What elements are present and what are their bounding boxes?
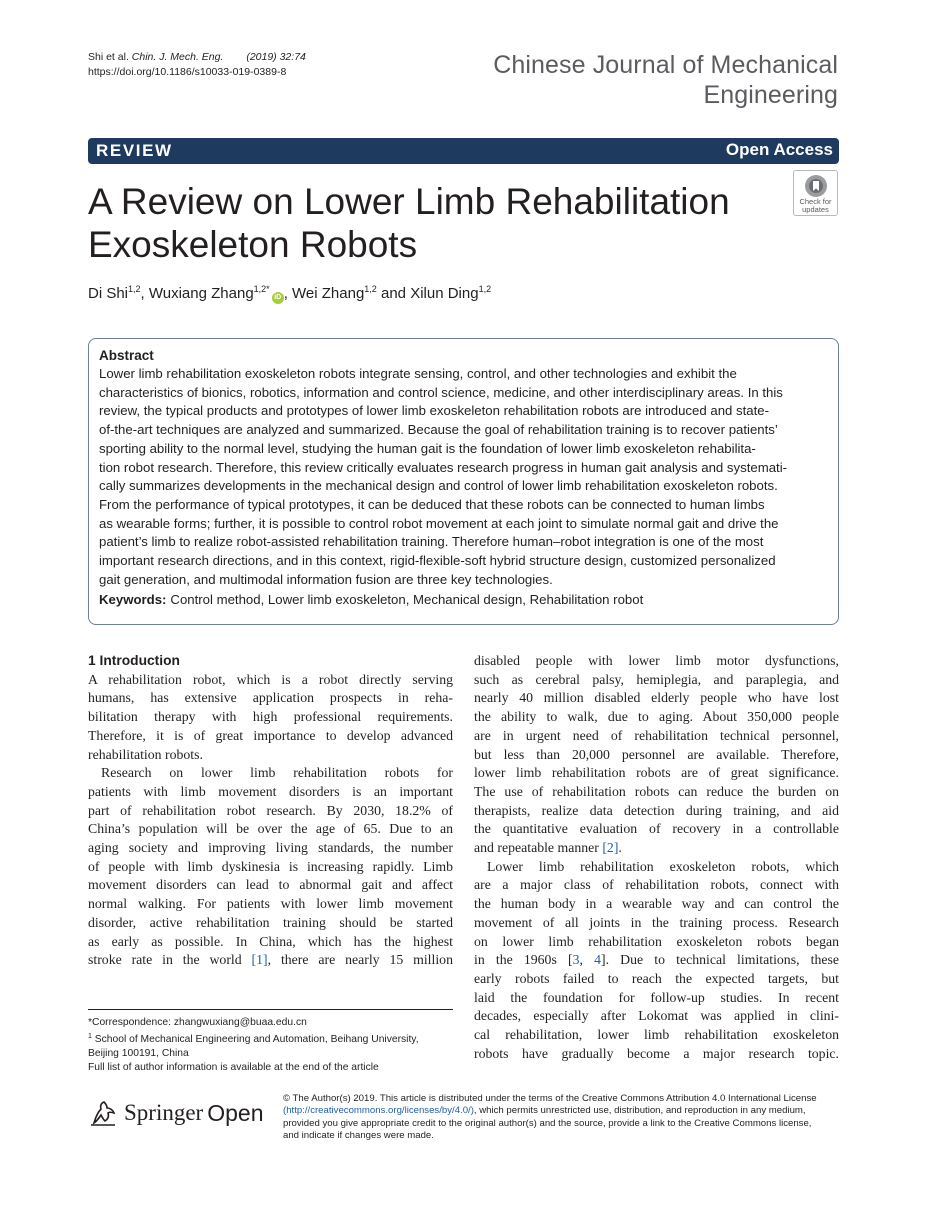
body-line: part of rehabilitation robot research. By 2030, 18.2% of — [88, 802, 453, 818]
body-line: but less than 20,000 personnel are available. Therefore, — [474, 746, 839, 762]
author-info-note: Full list of author information is available at the end of the article — [88, 1062, 379, 1073]
body-line: China’s population will be over the age of 65. Due to an — [88, 821, 453, 837]
body-line: Research on lower limb rehabilitation robots for — [101, 765, 453, 781]
author-affiliation: 1,2 — [364, 284, 377, 294]
body-line — [88, 951, 453, 970]
body-text: , there are nearly 15 million — [267, 952, 453, 968]
body-line: lower limb rehabilitation robots are of great significance. — [474, 765, 839, 781]
doi-link[interactable]: https://doi.org/10.1186/s10033-019-0389-8 — [88, 66, 287, 78]
license-link[interactable]: (http://creativecommons.org/licenses/by/4.0/) — [283, 1105, 474, 1117]
body-line: early robots failed to reach the expected targets, but — [474, 970, 839, 986]
citation-line — [88, 50, 306, 65]
affiliation-line-2: Beijing 100191, China — [88, 1048, 189, 1059]
body-line: Lower limb rehabilitation exoskeleton robots, which — [487, 858, 839, 874]
title-line-2: Exoskeleton Robots — [88, 224, 418, 265]
keywords — [99, 590, 828, 609]
body-line: on lower limb rehabilitation exoskeleton robots began — [474, 933, 839, 949]
body-column-left — [88, 652, 453, 970]
publisher-logo[interactable] — [88, 1096, 263, 1130]
journal-name — [493, 50, 838, 110]
abstract-line: From the performance of typical prototypes, it can be deduced that these robots can be connected to human limbs — [99, 496, 765, 512]
abstract-line: as wearable forms; further, it is possible to control robot movement at each joint to simulate normal gait and drive the — [99, 515, 779, 531]
abstract-line: of-the-art techniques are analyzed and summarized. Because the goal of rehabilitation training is to recover patients’ — [99, 422, 778, 438]
body-line: movement of all joints in the training process. Research — [474, 914, 839, 930]
body-line: of people with limb dyskinesia is increasing rapidly. Limb — [88, 858, 453, 874]
abstract-box — [88, 338, 839, 625]
keywords-list: Control method, Lower limb exoskeleton, Mechanical design, Rehabilitation robot — [170, 592, 644, 608]
title-line-1: A Review on Lower Limb Rehabilitation — [88, 181, 730, 222]
body-line: are in urgent need of rehabilitation technical personnel, — [474, 727, 839, 743]
affiliation-mark: 1 — [88, 1033, 92, 1040]
body-line: Therefore, it is of great importance to develop advanced — [88, 727, 453, 743]
body-line: decades, especially after Lokomat was applied in clini- — [474, 1008, 839, 1024]
author-separator: , — [140, 285, 149, 302]
body-line: the ability to walk, due to aging. About 350,000 people — [474, 709, 839, 725]
body-line: movement disorders can lead to abnormal gait and affect — [88, 877, 453, 893]
abstract-line: characteristics of bionics, robotics, information and control science, medicine, and other interdisciplinary areas. In this — [99, 384, 783, 400]
citation-ref-4[interactable]: 4 — [594, 952, 601, 968]
keywords-label: Keywords: — [99, 592, 167, 608]
body-line: such as cerebral palsy, hemiplegia, and paraplegia, and — [474, 671, 839, 687]
author-name: Wuxiang Zhang — [148, 285, 254, 302]
citation-year-volume: (2019) 32:74 — [246, 51, 306, 63]
author-name: Di Shi — [88, 285, 129, 302]
publisher-name: Springer — [124, 1100, 204, 1125]
abstract-line: important research directions, and in this context, rigid-flexible-soft hybrid structure design, customized personalized — [99, 553, 776, 569]
author-name: Wei Zhang — [292, 285, 365, 302]
journal-name-line2: Engineering — [703, 81, 838, 109]
body-line: aging society and improving living standards, the number — [88, 840, 453, 856]
author-affiliation: 1,2* — [253, 284, 270, 294]
body-line: laid the foundation for follow-up studies. In recent — [474, 989, 839, 1005]
citation-ref-1[interactable]: [1] — [251, 952, 268, 968]
abstract-line: tion robot research. Therefore, this review critically evaluates research progress in human gait analysis and systemati- — [99, 459, 788, 475]
body-line: The use of rehabilitation robots can reduce the burden on — [474, 783, 839, 799]
abstract-line: gait generation, and multimodal information fusion are three key technologies. — [99, 571, 553, 587]
journal-name-line1: Chinese Journal of Mechanical — [493, 51, 838, 79]
check-for-updates-badge[interactable] — [793, 170, 838, 216]
body-line: the quantitative evaluation of recovery in a controllable — [474, 821, 839, 837]
abstract-line: patient’s limb to realize robot-assisted rehabilitation training. Therefore human–robot integration is one of the most — [99, 534, 764, 550]
abstract-line: review, the typical products and prototypes of lower limb exoskeleton rehabilitation robots are introduced and state- — [99, 403, 770, 419]
body-line: disorder, active rehabilitation training should be started — [88, 914, 453, 930]
author-list — [88, 279, 491, 304]
license-line — [283, 1105, 839, 1117]
author-separator: , — [283, 285, 293, 302]
license-text — [283, 1093, 839, 1143]
body-line — [474, 839, 839, 858]
license-text-part: , which permits unrestricted use, distribution, and reproduction in any medium, — [473, 1105, 806, 1117]
author-separator: and — [376, 285, 411, 302]
article-title — [88, 180, 728, 266]
body-text: stroke rate in the world — [88, 952, 252, 968]
license-line: and indicate if changes were made. — [283, 1130, 434, 1142]
body-text: in the 1960s — [474, 952, 568, 968]
body-line: therapists, realize data detection during training, and aid — [474, 802, 839, 818]
section-heading: 1 Introduction — [88, 653, 180, 668]
author-affiliation: 1,2 — [128, 284, 141, 294]
author-name: Xilun Ding — [410, 285, 479, 302]
citation-journal: Chin. J. Mech. Eng. — [131, 51, 224, 63]
citation-authors: Shi et al. — [88, 51, 129, 63]
body-text: . — [618, 840, 622, 856]
body-line: humans, has extensive application prospects in reha- — [88, 690, 453, 706]
body-line: rehabilitation robots. — [88, 746, 203, 762]
springer-horse-icon — [88, 1098, 118, 1128]
abstract-line: Lower limb rehabilitation exoskeleton robots integrate sensing, control, and other technologies and exhibit the — [99, 366, 737, 381]
abstract-heading: Abstract — [99, 348, 154, 363]
body-line: are a major class of rehabilitation robots, connect with — [474, 877, 839, 893]
open-access-label: Open Access — [725, 140, 833, 159]
body-text: . Due to technical limitations, these — [605, 952, 840, 968]
correspondence-email[interactable]: *Correspondence: zhangwuxiang@buaa.edu.cn — [88, 1017, 307, 1028]
body-line: bilitation therapy with high professional requirements. — [88, 709, 453, 725]
check-updates-line1: Check for — [799, 197, 832, 206]
body-line: as early as possible. In China, which has the highest — [88, 933, 453, 949]
body-text: and repeatable manner — [474, 840, 603, 856]
check-updates-line2: updates — [802, 205, 829, 214]
license-line: © The Author(s) 2019. This article is distributed under the terms of the Creative Commons Attribution 4.0 International License — [283, 1093, 817, 1104]
body-line: A rehabilitation robot, which is a robot directly serving — [88, 671, 453, 687]
article-type-banner — [88, 138, 839, 164]
body-line: patients with limb movement disorders is an important — [88, 783, 453, 799]
body-line: robots have gradually become a major research topic. — [474, 1045, 839, 1061]
citation-ref-3[interactable]: 3 — [572, 952, 580, 968]
affiliation-line — [88, 1030, 453, 1047]
body-column-right — [474, 652, 839, 1063]
citation-header — [88, 50, 306, 80]
body-line: normal walking. For patients with lower limb movement — [88, 896, 453, 912]
author-affiliation: 1,2 — [478, 284, 492, 294]
body-line: in the 1960s [3, 4]. Due to technical limitations, these — [474, 952, 840, 968]
bookmark-icon — [804, 174, 828, 198]
affiliation-text: School of Mechanical Engineering and Automation, Beihang University, — [91, 1034, 419, 1045]
abstract-line: cally summarizes developments in the mechanical design and control of lower limb rehabilitation exoskeleton robots. — [99, 478, 778, 494]
body-line: disabled people with lower limb motor dysfunctions, — [474, 653, 839, 668]
license-line: provided you give appropriate credit to the original author(s) and the source, provide a link to the Creative Commons license, — [283, 1117, 812, 1129]
article-type-label: REVIEW — [96, 141, 173, 160]
publisher-suffix: Open — [207, 1099, 264, 1126]
citation-ref-2[interactable]: [2] — [602, 840, 619, 856]
body-line: cal rehabilitation, lower limb rehabilitation exoskeleton — [474, 1027, 839, 1043]
body-line: the human body in a wearable way and can control the — [474, 896, 839, 912]
body-line: nearly 40 million disabled elderly people who have lost — [474, 690, 839, 706]
abstract-line: sporting ability to the normal level, studying the human gait is the foundation of lower limb exoskeleton rehabilita- — [99, 440, 756, 456]
orcid-icon[interactable]: iD — [272, 292, 284, 304]
footnotes — [88, 1009, 453, 1075]
